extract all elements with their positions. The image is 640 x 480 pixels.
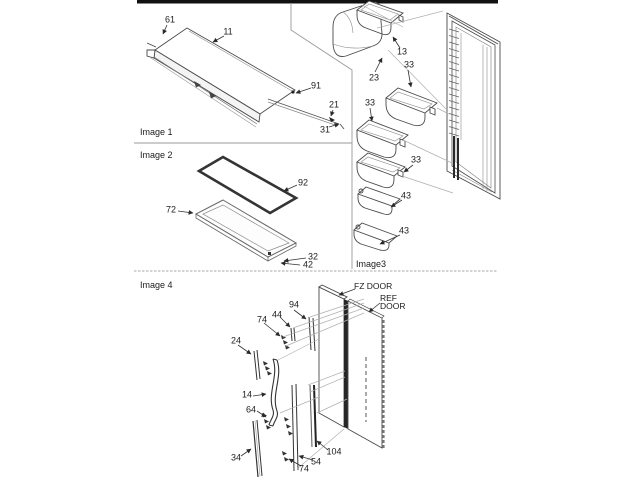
- ref-door-label-line2: DOOR: [380, 301, 406, 311]
- section-label-image4: Image 4: [140, 280, 173, 290]
- callout-94: 94: [288, 299, 300, 310]
- callout-23: 23: [368, 72, 380, 83]
- callout-31: 31: [319, 124, 331, 135]
- door-bins-art: [333, 1, 437, 250]
- callout-92: 92: [297, 177, 309, 188]
- callout-13: 13: [396, 46, 408, 57]
- section-label-image3: Image3: [356, 259, 387, 269]
- fz-ref-doors-art: [319, 285, 384, 449]
- refrigerator-door-art: [447, 13, 500, 199]
- callout-91: 91: [310, 80, 322, 91]
- callout-74-upper: 74: [256, 314, 268, 325]
- callout-54: 54: [310, 456, 322, 467]
- callout-64: 64: [245, 404, 257, 415]
- callout-21: 21: [328, 99, 340, 110]
- callout-72: 72: [165, 204, 177, 215]
- shelf-frames-art: [196, 157, 296, 261]
- callout-104: 104: [326, 446, 342, 457]
- callout-32: 32: [307, 251, 319, 262]
- ref-door-label: [380, 294, 406, 310]
- fz-door-label: FZ DOOR: [354, 281, 393, 291]
- callout-61: 61: [164, 14, 176, 25]
- section-label-image2: Image 2: [140, 150, 173, 160]
- ref-door-label-line1: REF: [380, 293, 397, 303]
- callout-44: 44: [271, 309, 283, 320]
- section-label-image1: Image 1: [140, 127, 173, 137]
- callout-33a: 33: [403, 59, 415, 70]
- callout-33b: 33: [364, 97, 376, 108]
- callout-14: 14: [241, 389, 253, 400]
- shelf-assembly-art: [147, 28, 344, 129]
- callout-43b: 43: [398, 225, 410, 236]
- callout-24: 24: [230, 335, 242, 346]
- callout-33c: 33: [410, 154, 422, 165]
- callout-43a: 43: [400, 190, 412, 201]
- callout-34: 34: [230, 452, 242, 463]
- callout-74-lower: 74: [298, 463, 310, 474]
- screw-marks: [262, 335, 293, 462]
- callout-11: 11: [223, 26, 233, 37]
- callout-42: 42: [302, 259, 314, 270]
